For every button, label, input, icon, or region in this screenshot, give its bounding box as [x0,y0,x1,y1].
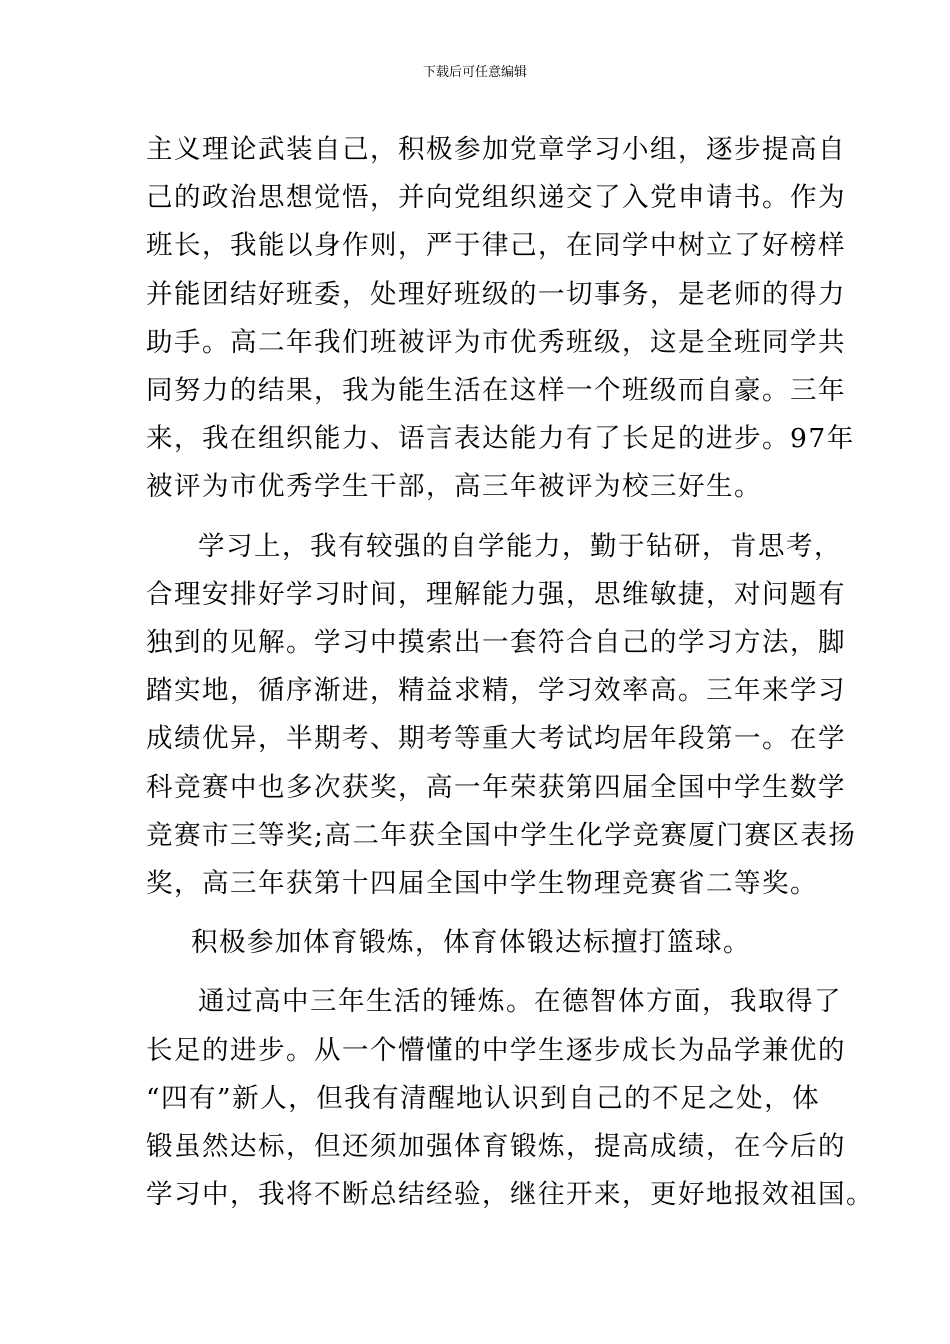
text-line: 学习中，我将不断总结经验，继往开来，更好地报效祖国。 [146,1179,874,1211]
text-line: 奖，高三年获第十四届全国中学生物理竞赛省二等奖。 [146,868,818,900]
paragraph-4 [146,978,874,1219]
text-line: “四有”新人，但我有清醒地认识到自己的不足之处，体 [146,1082,821,1114]
text-line: 助手。高二年我们班被评为市优秀班级，这是全班同学共 [146,326,846,358]
paragraph-2 [146,523,857,909]
text-line: 独到的见解。学习中摸索出一套符合自己的学习方法，脚 [146,627,846,659]
text-line: 被评为市优秀学生干部，高三年被评为校三好生。 [146,471,762,503]
text-line: 同努力的结果，我为能生活在这样一个班级而自豪。三年 [146,375,846,407]
text-line: 成绩优异，半期考、期考等重大考试均居年段第一。在学 [146,723,846,755]
page-header: 下载后可任意编辑 [422,65,527,80]
text-line: 科竞赛中也多次获奖，高一年荣获第四届全国中学生数学 [146,771,846,803]
text-line: 己的政治思想觉悟，并向党组织递交了入党申请书。作为 [146,182,846,214]
text-line: 踏实地，循序渐进，精益求精，学习效率高。三年来学习 [146,675,846,707]
document-body [146,126,874,1219]
text-line: 竞赛市三等奖;高二年获全国中学生化学竞赛厦门赛区表扬 [146,819,857,851]
paragraph-3 [146,919,812,967]
text-line: 班长，我能以身作则，严于律己，在同学中树立了好榜样 [146,230,846,262]
text-line: 合理安排好学习时间，理解能力强，思维敏捷，对问题有 [146,578,846,610]
text-line: 积极参加体育锻炼，体育体锻达标擅打篮球。 [191,927,751,959]
text-line: 主义理论武装自己，积极参加党章学习小组，逐步提高自 [146,134,846,165]
text-line: 并能团结好班委，处理好班级的一切事务，是老师的得力 [146,278,846,310]
paragraph-1 [146,126,855,512]
text-line: 锻虽然达标，但还须加强体育锻炼，提高成绩，在今后的 [146,1131,846,1163]
text-line: 通过高中三年生活的锤炼。在德智体方面，我取得了 [198,986,842,1018]
text-line: 长足的进步。从一个懵懂的中学生逐步成长为品学兼优的 [146,1034,846,1066]
text-line: 学习上，我有较强的自学能力，勤于钻研，肯思考， [198,530,842,562]
text-line: 来，我在组织能力、语言表达能力有了长足的进步。97年 [146,423,855,455]
